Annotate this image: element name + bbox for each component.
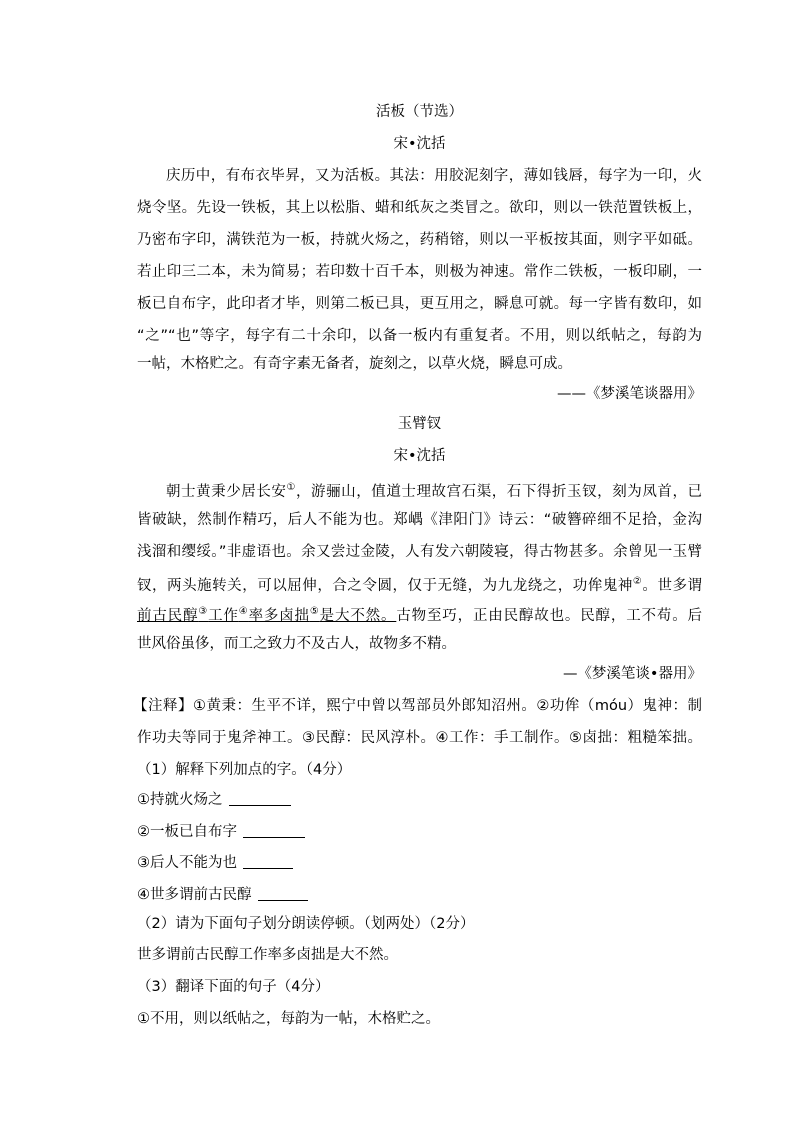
question-2-sentence: 世多谓前古民醇工作率多卤拙是大不然。 [137, 947, 398, 963]
passage2-text: 朝士黄秉少居长安 [166, 484, 287, 500]
annotation-line-2: 作功夫等同于鬼斧神工。③民醇：民风淳朴。④工作：手工制作。⑤卤拙：粗糙笨拙。 [137, 730, 702, 746]
question-1-item-3 [137, 853, 702, 873]
question-3-item-1: ①不用，则以纸帖之，每韵为一帖，木格贮之。 [137, 1011, 440, 1027]
underlined-text: 率多卤拙 [248, 608, 310, 624]
question-2: （2）请为下面句子划分朗读停顿。（划两处）（2分） [137, 916, 475, 932]
passage2-title: 玉臂钗 [397, 416, 442, 432]
passage1-line-2: 烧令坚。先设一铁板，其上以松脂、蜡和纸灰之类冒之。欲印，则以一铁范置铁板上， [137, 200, 702, 216]
item-text: ②一板已自布字 [137, 824, 237, 840]
passage1-line-3: 乃密布字印，满铁范为一板，持就火炀之，药稍镕，则以一平板按其面，则字平如砥。 [137, 232, 702, 248]
footnote-marker-4: ④ [238, 606, 249, 617]
passage2-author: 宋•沈括 [393, 448, 446, 464]
footnote-marker-2: ② [632, 576, 643, 587]
passage2-text: 。世多谓 [642, 578, 703, 594]
passage1-line-6: “之”“也”等字，每字有二十余印，以备一板内有重复者。不用，则以纸帖之，每韵为 [137, 328, 702, 344]
question-1-item-1 [137, 790, 702, 810]
passage2-text: 古物至巧，正由民醇故也。民醇，工不苟。后 [396, 608, 703, 624]
underlined-text: 工作 [208, 608, 239, 624]
item-text: ④世多谓前古民醇 [137, 887, 252, 903]
underlined-text: 前古民醇 [137, 608, 199, 624]
footnote-marker-3: ③ [198, 606, 209, 617]
question-1-item-4 [137, 885, 702, 905]
footnote-marker-5: ⑤ [309, 606, 320, 617]
answer-blank[interactable] [229, 791, 291, 806]
passage1-author: 宋•沈括 [393, 136, 446, 152]
passage2-text: ，游骊山，值道士理故宫石渠，石下得折玉钗，刻为凤首，已 [296, 484, 703, 500]
underlined-text: 是大不然。 [319, 608, 397, 624]
passage1-title: 活板（节选） [376, 104, 463, 120]
item-text: ①持就火炀之 [137, 792, 223, 808]
passage2-line-2: 皆破缺，然制作精巧，后人不能为也。郑嵎《津阳门》诗云：“破簪碎细不足拾，金沟 [137, 512, 702, 528]
answer-blank[interactable] [243, 854, 293, 869]
passage2-line-3: 浅溜和缨绥。”非虚语也。余又尝过金陵，人有发六朝陵寝，得古物甚多。余曾见一玉臂 [137, 544, 702, 560]
footnote-marker-1: ① [286, 482, 296, 493]
passage1-line-5: 板已自布字，此印者才毕，则第二板已具，更互用之，瞬息可就。每一字皆有数印，如 [137, 296, 702, 312]
passage1-source: ——《梦溪笔谈器用》 [557, 386, 702, 402]
passage2-line-5 [137, 602, 702, 626]
answer-blank[interactable] [258, 886, 308, 901]
annotation-line-1: 【注释】①黄秉：生平不详，熙宁中曾以驾部员外郎知沼州。②功侔（móu）鬼神：制 [133, 698, 702, 714]
item-text: ③后人不能为也 [137, 855, 237, 871]
passage2-source: —《梦溪笔谈•器用》 [562, 666, 702, 682]
passage1-line-4: 若止印三二本，未为简易；若印数十百千本，则极为神速。常作二铁板，一板印刷，一 [137, 264, 702, 280]
question-3: （3）翻译下面的句子（4分） [137, 979, 330, 995]
passage2-line-6: 世风俗虽侈，而工之致力不及古人，故物多不精。 [137, 636, 456, 652]
underlined-sentence [137, 608, 396, 624]
passage1-line-1: 庆历中，有布衣毕昇，又为活板。其法：用胶泥刻字，薄如钱唇，每字为一印，火 [166, 168, 702, 184]
passage2-line-4 [137, 572, 702, 596]
passage1-line-7: 一帖，木格贮之。有奇字素无备者，旋刻之，以草火烧，瞬息可成。 [137, 356, 572, 372]
passage2-text: 钗，两头施转关，可以屈伸，合之令圆，仅于无缝，为九龙绕之，功侔鬼神 [137, 578, 633, 594]
answer-blank[interactable] [243, 823, 305, 838]
question-1: （1）解释下列加点的字。（4分） [137, 762, 352, 778]
question-1-item-2 [137, 822, 702, 842]
passage2-line-1 [137, 478, 702, 502]
